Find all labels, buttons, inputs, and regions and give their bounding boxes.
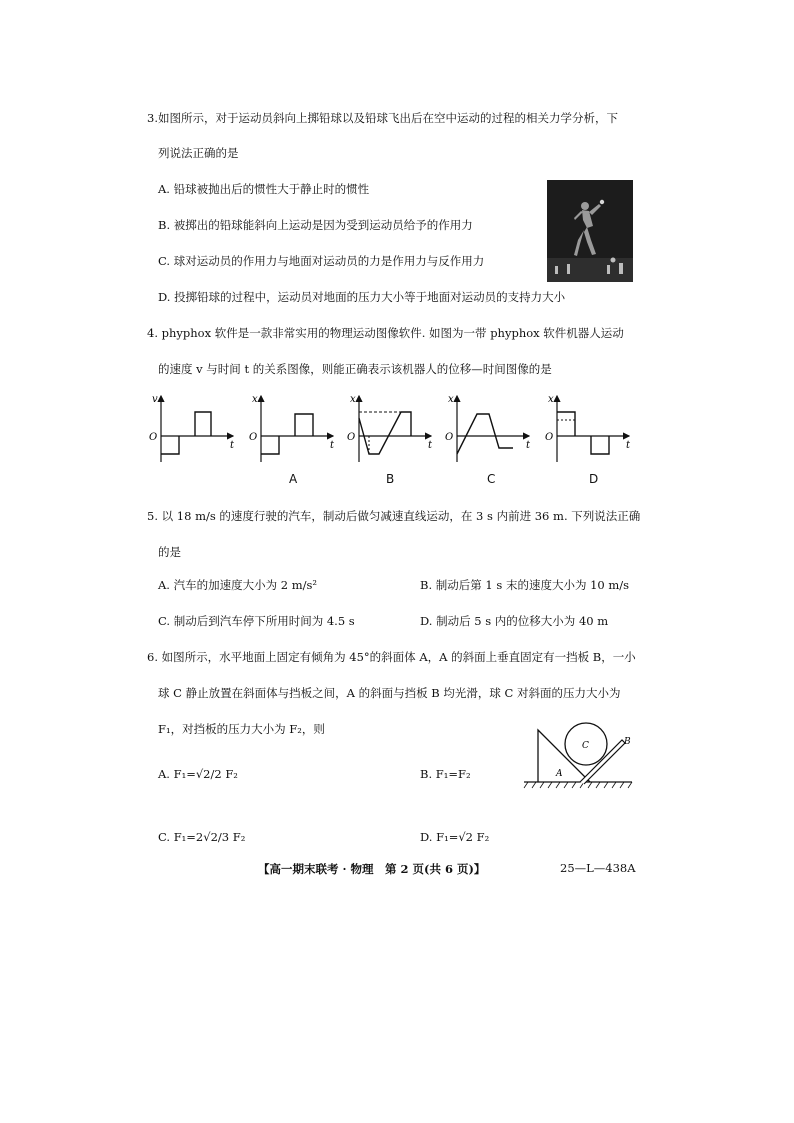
origin-label: O <box>347 432 356 443</box>
q3-option-b: B. 被掷出的铅球能斜向上运动是因为受到运动员给予的作用力 <box>158 218 473 232</box>
graph-c-label: C <box>487 472 496 486</box>
q5-option-b: B. 制动后第 1 s 末的速度大小为 10 m/s <box>420 578 630 592</box>
axis-t-label: t <box>626 440 631 451</box>
graph-a <box>249 394 335 462</box>
q6-stem-line1: 6. 如图所示，水平地面上固定有倾角为 45°的斜面体 A，A 的斜面上垂直固定有一挡板 B，一小 <box>147 650 636 664</box>
axis-x-label: x <box>252 394 258 405</box>
q4-graphs <box>145 392 640 472</box>
origin-label: O <box>249 432 258 443</box>
q3-option-c: C. 球对运动员的作用力与地面对运动员的力是作用力与反作用力 <box>158 254 485 268</box>
axis-t-label: t <box>230 440 235 451</box>
q3-option-a: A. 铅球被抛出后的惯性大于静止时的惯性 <box>158 182 370 196</box>
q3-stem-line2: 列说法正确的是 <box>158 146 239 160</box>
q6-stem-line3: F₁，对挡板的压力大小为 F₂，则 <box>158 722 325 736</box>
q5-stem-line1: 5. 以 18 m/s 的速度行驶的汽车，制动后做匀减速直线运动，在 3 s 内前进 36 m. 下列说法正确 <box>147 509 641 523</box>
axis-v-label: v <box>152 394 158 405</box>
q5-option-c: C. 制动后到汽车停下所用时间为 4.5 s <box>158 614 355 628</box>
axis-t-label: t <box>330 440 335 451</box>
footer-code: 25—L—438A <box>560 861 636 875</box>
origin-label: O <box>149 432 158 443</box>
origin-label: O <box>545 432 554 443</box>
q4-stem-line2: 的速度 v 与时间 t 的关系图像，则能正确表示该机器人的位移—时间图像的是 <box>158 362 552 376</box>
graph-c <box>445 394 531 462</box>
label-a: A <box>556 769 563 779</box>
q3-stem-line1: 3.如图所示，对于运动员斜向上掷铅球以及铅球飞出后在空中运动的过程的相关力学分析，下 <box>147 111 618 125</box>
q5-stem-line2: 的是 <box>158 545 181 559</box>
q5-option-d: D. 制动后 5 s 内的位移大小为 40 m <box>420 614 609 628</box>
axis-x-label: x <box>548 394 554 405</box>
label-b: B <box>624 737 631 747</box>
q6-option-b: B. F₁=F₂ <box>420 767 471 781</box>
q3-option-d: D. 投掷铅球的过程中，运动员对地面的压力大小等于地面对运动员的支持力大小 <box>158 290 566 304</box>
q6-option-a: A. F₁=√2/2 F₂ <box>158 767 238 781</box>
incline-a <box>538 730 590 782</box>
q4-stem-line1: 4. phyphox 软件是一款非常实用的物理运动图像软件. 如图为一带 phyphox 软件机器人运动 <box>147 326 624 340</box>
graph-a-label: A <box>289 472 298 486</box>
axis-x-label: x <box>448 394 454 405</box>
axis-x-label: x <box>350 394 356 405</box>
athlete-image <box>547 180 633 282</box>
q6-stem-line2: 球 C 静止放置在斜面体与挡板之间，A 的斜面与挡板 B 均光滑，球 C 对斜面的压力大小为 <box>158 686 621 700</box>
q6-option-d: D. F₁=√2 F₂ <box>420 830 490 844</box>
incline-ball-diagram <box>520 704 638 790</box>
graph-b-label: B <box>386 472 395 486</box>
axis-t-label: t <box>428 440 433 451</box>
label-c: C <box>582 741 589 751</box>
graph-d <box>545 394 631 462</box>
footer-title: 【高一期末联考 · 物理 第 2 页(共 6 页)】 <box>258 862 486 876</box>
q5-option-a: A. 汽车的加速度大小为 2 m/s² <box>158 578 318 592</box>
graph-d-label: D <box>589 472 599 486</box>
q6-option-c: C. F₁=2√2/3 F₂ <box>158 830 246 844</box>
origin-label: O <box>445 432 454 443</box>
axis-t-label: t <box>526 440 531 451</box>
velocity-time-graph <box>149 394 235 462</box>
shot-put-photo <box>547 180 633 282</box>
graph-b <box>347 394 433 462</box>
